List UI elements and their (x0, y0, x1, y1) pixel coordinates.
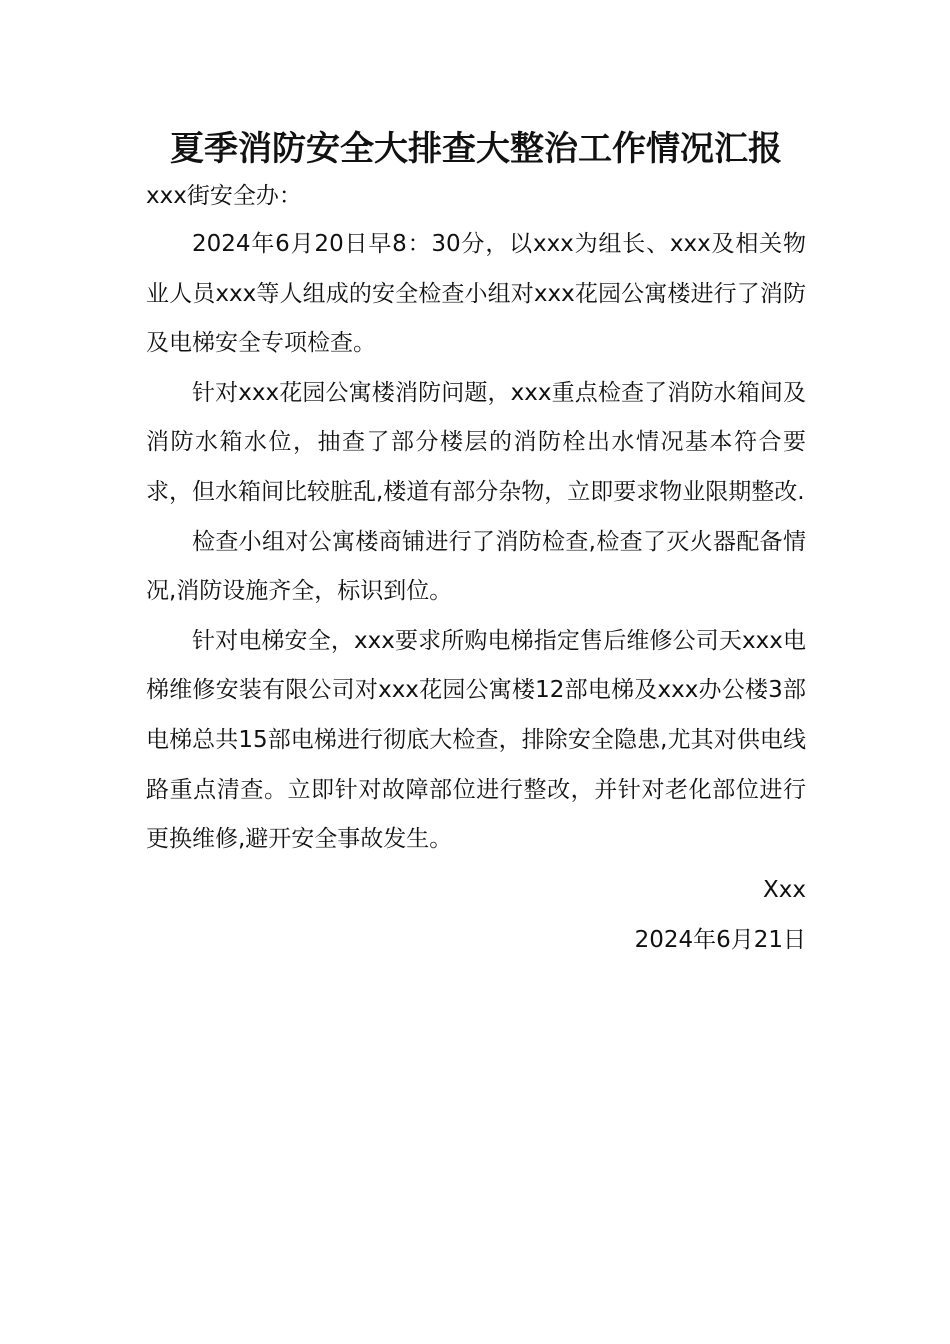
paragraph-shop-inspection: 检查小组对公寓楼商铺进行了消防检查,检查了灭火器配备情况,消防设施齐全，标识到位。 (146, 528, 806, 605)
signature-date: 2024年6月21日 (634, 926, 806, 953)
paragraph-inspection-overview: 2024年6月20日早8：30分，以xxx为组长、xxx及相关物业人员xxx等人组成的安全检查小组对xxx花园公寓楼进行了消防及电梯安全专项检查。 (146, 231, 806, 357)
salutation: xxx街安全办： (146, 183, 302, 209)
paragraph-elevator-safety: 针对电梯安全，xxx要求所购电梯指定售后维修公司天xxx电梯维修安装有限公司对xxx花园公寓楼12部电梯及xxx办公楼3部电梯总共15部电梯进行彻底大检查，排除安全隐患,尤其对供电线路重点清查。立即针对故障部位进行整改，并针对老化部位进行更换维修,避开安全事故发生。 (146, 627, 806, 853)
paragraph-fire-inspection: 针对xxx花园公寓楼消防问题，xxx重点检查了消防水箱间及消防水箱水位，抽查了部分楼层的消防栓出水情况基本符合要求，但水箱间比较脏乱,楼道有部分杂物，立即要求物业限期整改. (146, 379, 806, 505)
document-body (146, 124, 806, 965)
signer: Xxx (763, 876, 806, 903)
document-title: 夏季消防安全大排查大整治工作情况汇报 (170, 129, 782, 169)
